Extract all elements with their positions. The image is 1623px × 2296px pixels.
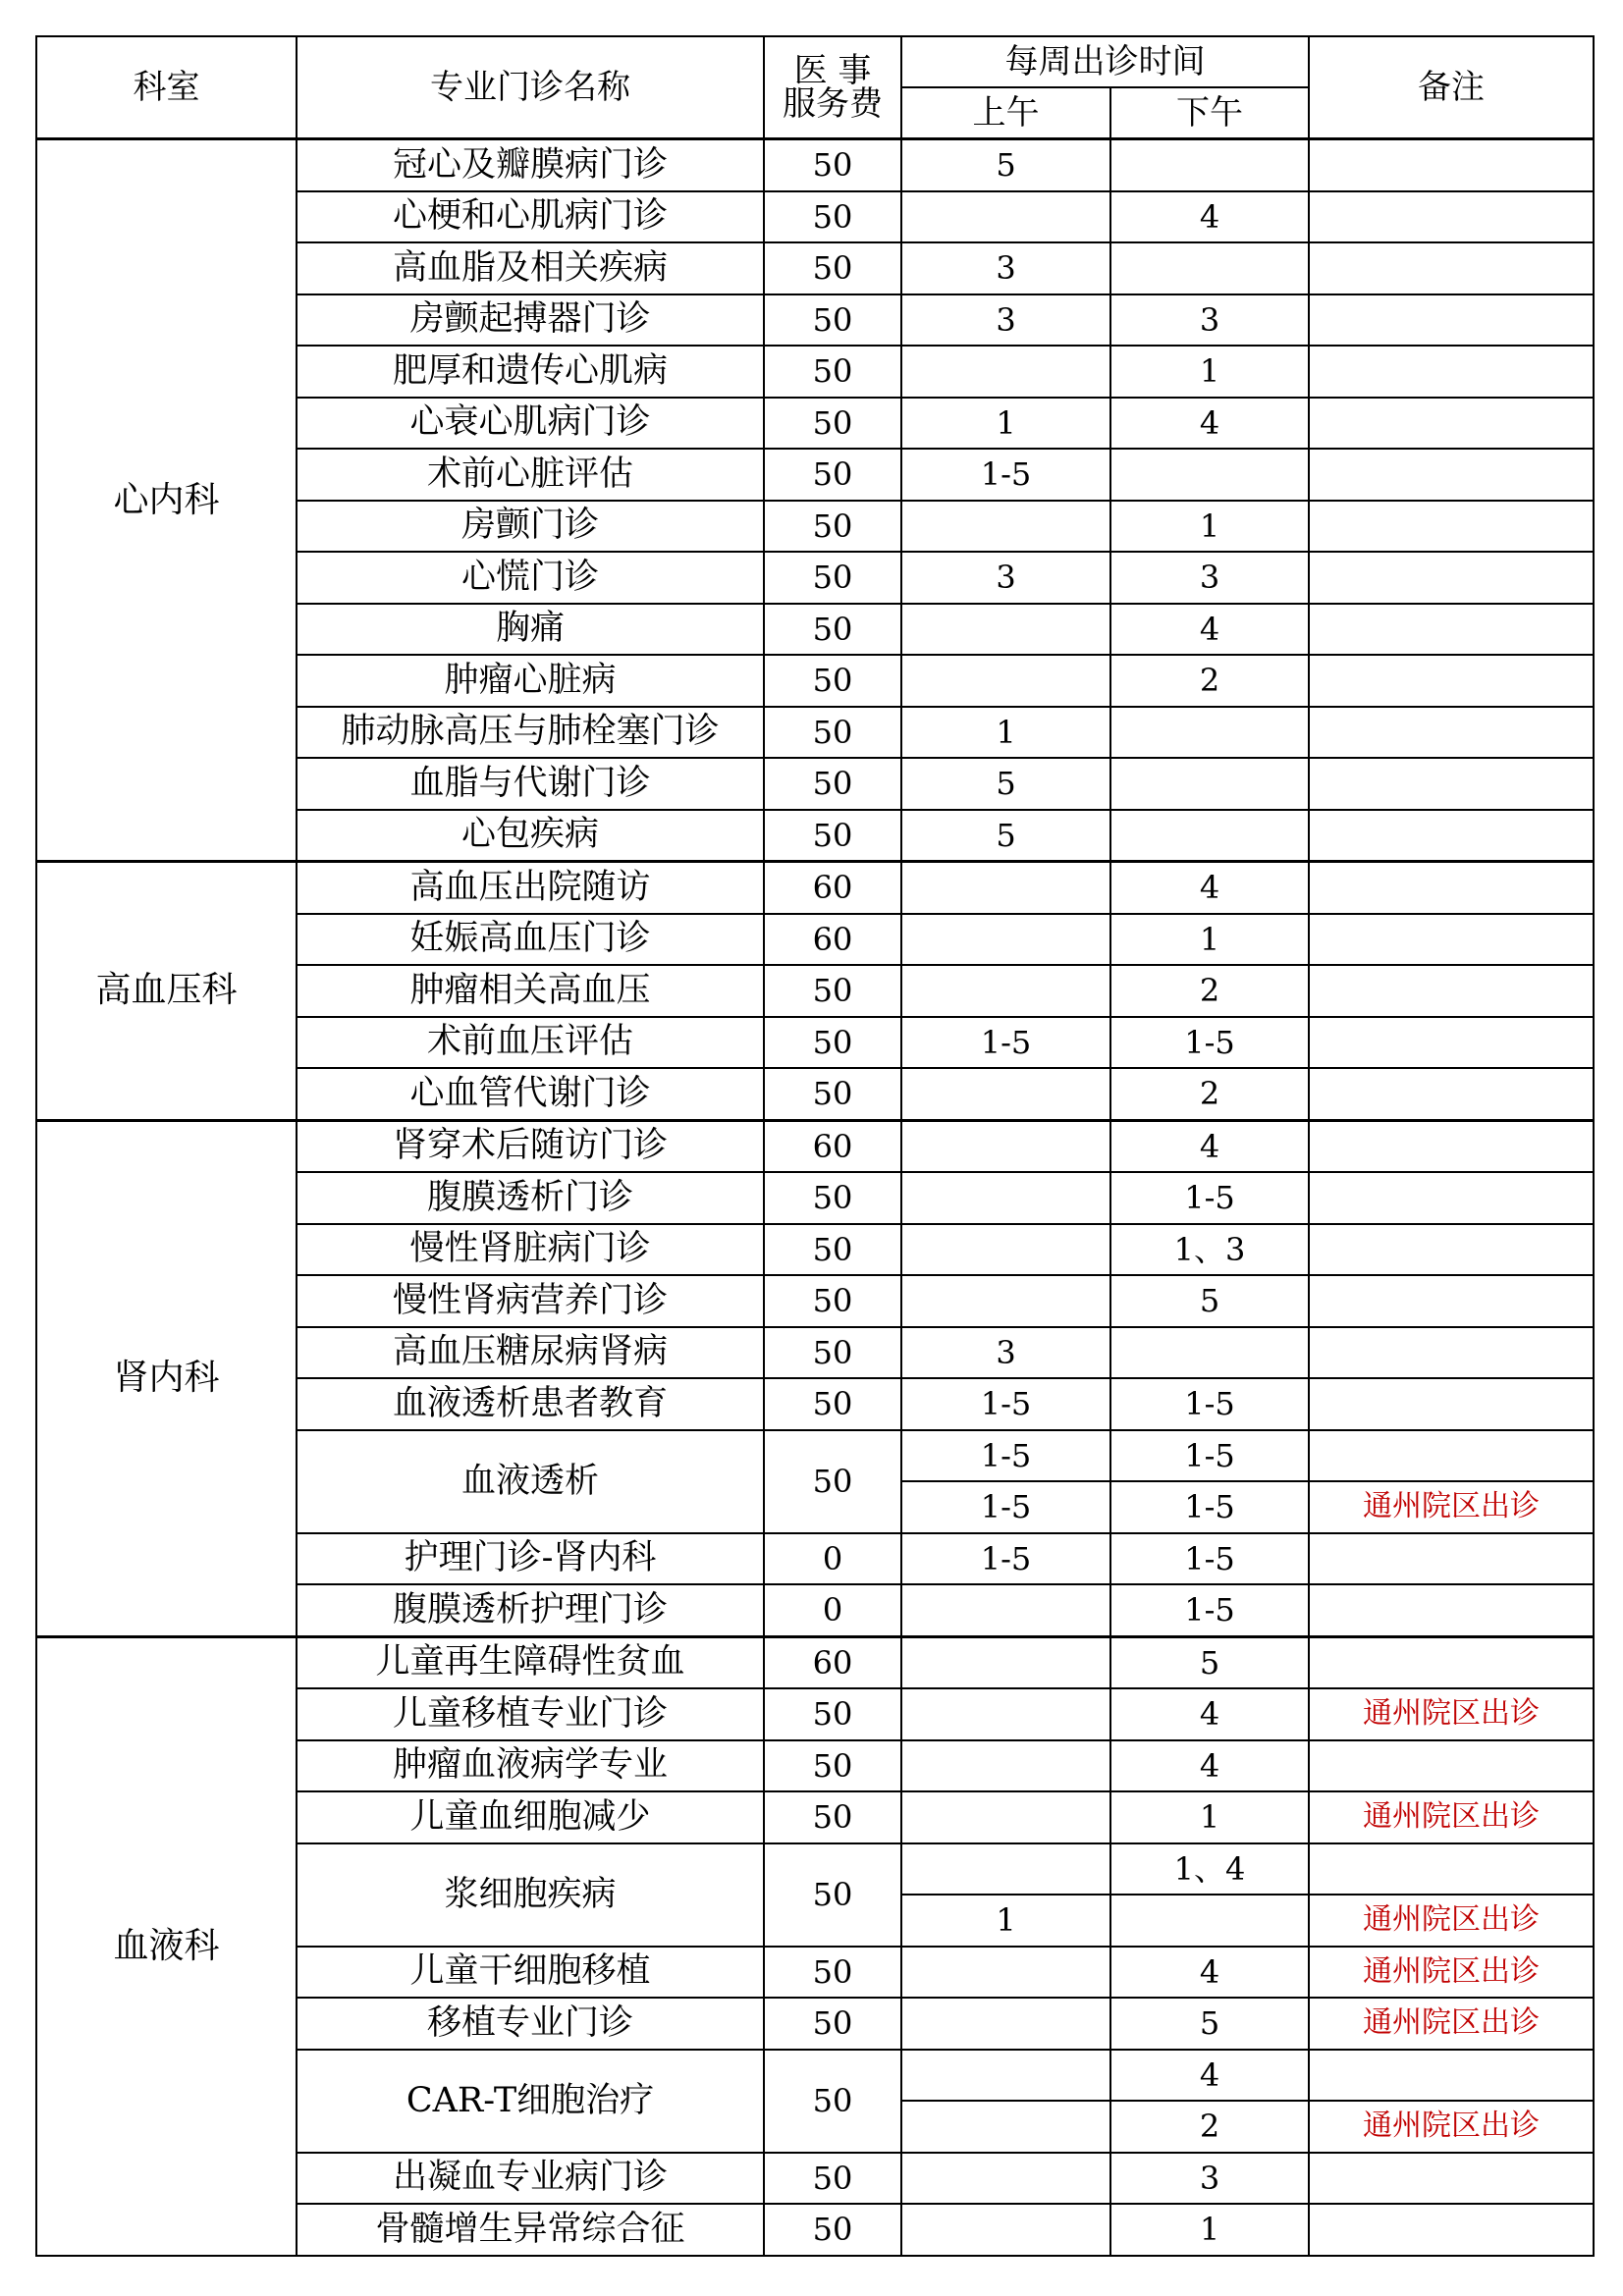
afternoon-cell: 1 (1110, 501, 1309, 553)
morning-cell (901, 914, 1110, 966)
fee-cell: 50 (764, 1327, 901, 1379)
fee-cell: 50 (764, 346, 901, 398)
clinic-name-cell: CAR-T细胞治疗 (297, 2050, 764, 2153)
fee-cell: 0 (764, 1584, 901, 1636)
remark-cell (1309, 707, 1594, 759)
remark-cell (1309, 604, 1594, 656)
morning-cell: 5 (901, 758, 1110, 810)
remark-cell (1309, 1378, 1594, 1430)
clinic-name-cell: 房颤门诊 (297, 501, 764, 553)
morning-cell (901, 1172, 1110, 1224)
fee-cell: 50 (764, 604, 901, 656)
header-department: 科室 (36, 36, 297, 139)
afternoon-cell: 5 (1110, 1998, 1309, 2050)
afternoon-cell: 4 (1110, 1947, 1309, 1999)
remark-cell (1309, 139, 1594, 191)
fee-cell: 50 (764, 191, 901, 243)
fee-cell: 50 (764, 449, 901, 501)
remark-cell: 通州院区出诊 (1309, 1895, 1594, 1947)
morning-cell: 3 (901, 1327, 1110, 1379)
fee-cell: 50 (764, 139, 901, 191)
morning-cell (901, 604, 1110, 656)
remark-cell (1309, 1120, 1594, 1172)
clinic-name-cell: 儿童血细胞减少 (297, 1791, 764, 1843)
afternoon-cell (1110, 758, 1309, 810)
morning-cell: 3 (901, 294, 1110, 347)
fee-cell: 60 (764, 862, 901, 914)
afternoon-cell: 4 (1110, 1120, 1309, 1172)
clinic-name-cell: 腹膜透析护理门诊 (297, 1584, 764, 1636)
clinic-name-cell: 肿瘤心脏病 (297, 655, 764, 707)
morning-cell (901, 2204, 1110, 2256)
clinic-name-cell: 骨髓增生异常综合征 (297, 2204, 764, 2256)
clinic-name-cell: 护理门诊-肾内科 (297, 1533, 764, 1585)
remark-cell (1309, 1172, 1594, 1224)
afternoon-cell: 2 (1110, 2101, 1309, 2153)
clinic-name-cell: 心慌门诊 (297, 552, 764, 604)
fee-cell: 50 (764, 1172, 901, 1224)
fee-cell: 50 (764, 1688, 901, 1740)
clinic-name-cell: 高血压出院随访 (297, 862, 764, 914)
afternoon-cell (1110, 810, 1309, 862)
header-fee-line1: 医 事 (793, 51, 872, 90)
morning-cell: 3 (901, 552, 1110, 604)
afternoon-cell: 3 (1110, 2153, 1309, 2205)
clinic-name-cell: 房颤起搏器门诊 (297, 294, 764, 347)
afternoon-cell: 1、4 (1110, 1843, 1309, 1896)
clinic-name-cell: 冠心及瓣膜病门诊 (297, 139, 764, 191)
remark-cell (1309, 1636, 1594, 1688)
fee-cell: 50 (764, 1275, 901, 1327)
afternoon-cell: 1-5 (1110, 1017, 1309, 1069)
remark-cell: 通州院区出诊 (1309, 1998, 1594, 2050)
header-weekly-time: 每周出诊时间 (901, 36, 1309, 87)
table-row (36, 1120, 1594, 1172)
remark-cell (1309, 1740, 1594, 1792)
fee-cell: 50 (764, 1791, 901, 1843)
department-cell: 血液科 (36, 1636, 297, 2256)
morning-cell (901, 2050, 1110, 2102)
afternoon-cell: 4 (1110, 862, 1309, 914)
afternoon-cell: 3 (1110, 552, 1309, 604)
morning-cell: 1 (901, 398, 1110, 450)
remark-cell (1309, 449, 1594, 501)
afternoon-cell (1110, 1895, 1309, 1947)
afternoon-cell: 1、3 (1110, 1224, 1309, 1276)
fee-cell: 50 (764, 552, 901, 604)
fee-cell: 50 (764, 2204, 901, 2256)
fee-cell: 50 (764, 294, 901, 347)
fee-cell: 50 (764, 2050, 901, 2153)
morning-cell: 1-5 (901, 449, 1110, 501)
morning-cell (901, 862, 1110, 914)
afternoon-cell: 4 (1110, 604, 1309, 656)
clinic-name-cell: 慢性肾病营养门诊 (297, 1275, 764, 1327)
clinic-name-cell: 胸痛 (297, 604, 764, 656)
remark-cell (1309, 2153, 1594, 2205)
fee-cell: 50 (764, 1068, 901, 1120)
fee-cell: 60 (764, 1120, 901, 1172)
morning-cell (901, 1120, 1110, 1172)
header-row-1 (36, 36, 1594, 87)
morning-cell: 1 (901, 1895, 1110, 1947)
table-row (36, 139, 1594, 191)
morning-cell (901, 1791, 1110, 1843)
afternoon-cell: 1 (1110, 346, 1309, 398)
clinic-schedule-table (35, 35, 1595, 2257)
remark-cell (1309, 552, 1594, 604)
remark-cell (1309, 2204, 1594, 2256)
remark-cell (1309, 346, 1594, 398)
afternoon-cell: 2 (1110, 655, 1309, 707)
afternoon-cell: 2 (1110, 1068, 1309, 1120)
morning-cell (901, 501, 1110, 553)
table-row (36, 862, 1594, 914)
remark-cell (1309, 1068, 1594, 1120)
clinic-name-cell: 移植专业门诊 (297, 1998, 764, 2050)
afternoon-cell: 4 (1110, 191, 1309, 243)
remark-cell (1309, 242, 1594, 294)
clinic-name-cell: 浆细胞疾病 (297, 1843, 764, 1947)
morning-cell (901, 965, 1110, 1017)
fee-cell: 50 (764, 398, 901, 450)
remark-cell (1309, 1224, 1594, 1276)
fee-cell: 50 (764, 965, 901, 1017)
afternoon-cell: 1-5 (1110, 1430, 1309, 1482)
morning-cell: 5 (901, 810, 1110, 862)
remark-cell (1309, 1533, 1594, 1585)
clinic-name-cell: 儿童干细胞移植 (297, 1947, 764, 1999)
clinic-name-cell: 血液透析患者教育 (297, 1378, 764, 1430)
clinic-name-cell: 儿童移植专业门诊 (297, 1688, 764, 1740)
clinic-name-cell: 术前心脏评估 (297, 449, 764, 501)
clinic-name-cell: 术前血压评估 (297, 1017, 764, 1069)
clinic-name-cell: 腹膜透析门诊 (297, 1172, 764, 1224)
clinic-name-cell: 肺动脉高压与肺栓塞门诊 (297, 707, 764, 759)
remark-cell: 通州院区出诊 (1309, 1947, 1594, 1999)
afternoon-cell: 3 (1110, 294, 1309, 347)
morning-cell: 1-5 (901, 1430, 1110, 1482)
table-row (36, 1636, 1594, 1688)
remark-cell (1309, 655, 1594, 707)
fee-cell: 50 (764, 758, 901, 810)
remark-cell (1309, 294, 1594, 347)
afternoon-cell: 1 (1110, 2204, 1309, 2256)
clinic-name-cell: 高血压糖尿病肾病 (297, 1327, 764, 1379)
morning-cell (901, 1947, 1110, 1999)
remark-cell (1309, 1017, 1594, 1069)
morning-cell (901, 1740, 1110, 1792)
header-fee (764, 36, 901, 139)
remark-cell (1309, 191, 1594, 243)
clinic-name-cell: 心梗和心肌病门诊 (297, 191, 764, 243)
afternoon-cell: 1-5 (1110, 1481, 1309, 1533)
fee-cell: 50 (764, 1740, 901, 1792)
afternoon-cell (1110, 707, 1309, 759)
afternoon-cell (1110, 1327, 1309, 1379)
morning-cell: 1 (901, 707, 1110, 759)
fee-cell: 60 (764, 914, 901, 966)
remark-cell (1309, 398, 1594, 450)
afternoon-cell (1110, 139, 1309, 191)
fee-cell: 50 (764, 810, 901, 862)
morning-cell (901, 2153, 1110, 2205)
morning-cell (901, 1275, 1110, 1327)
morning-cell (901, 346, 1110, 398)
afternoon-cell: 1-5 (1110, 1584, 1309, 1636)
clinic-name-cell: 血液透析 (297, 1430, 764, 1533)
afternoon-cell: 4 (1110, 2050, 1309, 2102)
afternoon-cell: 4 (1110, 1688, 1309, 1740)
remark-cell (1309, 758, 1594, 810)
remark-cell (1309, 965, 1594, 1017)
clinic-name-cell: 儿童再生障碍性贫血 (297, 1636, 764, 1688)
fee-cell: 50 (764, 1843, 901, 1947)
afternoon-cell: 1-5 (1110, 1172, 1309, 1224)
remark-cell (1309, 1275, 1594, 1327)
afternoon-cell: 1-5 (1110, 1378, 1309, 1430)
clinic-name-cell: 肿瘤血液病学专业 (297, 1740, 764, 1792)
fee-cell: 0 (764, 1533, 901, 1585)
morning-cell (901, 1224, 1110, 1276)
afternoon-cell: 1-5 (1110, 1533, 1309, 1585)
afternoon-cell: 1 (1110, 1791, 1309, 1843)
clinic-name-cell: 肥厚和遗传心肌病 (297, 346, 764, 398)
header-fee-line2: 服务费 (783, 84, 883, 124)
fee-cell: 50 (764, 1430, 901, 1533)
fee-cell: 50 (764, 1378, 901, 1430)
header-morning: 上午 (901, 87, 1110, 139)
clinic-name-cell: 血脂与代谢门诊 (297, 758, 764, 810)
remark-cell (1309, 1430, 1594, 1482)
remark-cell (1309, 914, 1594, 966)
morning-cell (901, 1068, 1110, 1120)
fee-cell: 50 (764, 1998, 901, 2050)
clinic-name-cell: 慢性肾脏病门诊 (297, 1224, 764, 1276)
afternoon-cell: 2 (1110, 965, 1309, 1017)
afternoon-cell: 4 (1110, 1740, 1309, 1792)
schedule-sheet (35, 35, 1593, 2257)
afternoon-cell (1110, 242, 1309, 294)
morning-cell: 1-5 (901, 1533, 1110, 1585)
clinic-name-cell: 心包疾病 (297, 810, 764, 862)
fee-cell: 50 (764, 1947, 901, 1999)
morning-cell: 3 (901, 242, 1110, 294)
morning-cell (901, 2101, 1110, 2153)
afternoon-cell: 5 (1110, 1636, 1309, 1688)
remark-cell (1309, 1843, 1594, 1896)
clinic-name-cell: 心衰心肌病门诊 (297, 398, 764, 450)
department-cell: 肾内科 (36, 1120, 297, 1636)
afternoon-cell: 5 (1110, 1275, 1309, 1327)
clinic-name-cell: 肾穿术后随访门诊 (297, 1120, 764, 1172)
fee-cell: 50 (764, 1017, 901, 1069)
remark-cell (1309, 862, 1594, 914)
fee-cell: 60 (764, 1636, 901, 1688)
remark-cell: 通州院区出诊 (1309, 1688, 1594, 1740)
morning-cell: 1-5 (901, 1378, 1110, 1430)
clinic-name-cell: 高血脂及相关疾病 (297, 242, 764, 294)
morning-cell: 5 (901, 139, 1110, 191)
morning-cell (901, 1998, 1110, 2050)
remark-cell: 通州院区出诊 (1309, 1791, 1594, 1843)
department-cell: 心内科 (36, 139, 297, 862)
remark-cell (1309, 2050, 1594, 2102)
fee-cell: 50 (764, 501, 901, 553)
remark-cell (1309, 1584, 1594, 1636)
remark-cell (1309, 1327, 1594, 1379)
morning-cell: 1-5 (901, 1017, 1110, 1069)
remark-cell: 通州院区出诊 (1309, 2101, 1594, 2153)
morning-cell (901, 1636, 1110, 1688)
department-cell: 高血压科 (36, 862, 297, 1121)
fee-cell: 50 (764, 242, 901, 294)
morning-cell: 1-5 (901, 1481, 1110, 1533)
clinic-name-cell: 肿瘤相关高血压 (297, 965, 764, 1017)
afternoon-cell: 4 (1110, 398, 1309, 450)
header-afternoon: 下午 (1110, 87, 1309, 139)
clinic-name-cell: 出凝血专业病门诊 (297, 2153, 764, 2205)
header-remarks: 备注 (1309, 36, 1594, 139)
morning-cell (901, 1843, 1110, 1896)
clinic-name-cell: 妊娠高血压门诊 (297, 914, 764, 966)
clinic-name-cell: 心血管代谢门诊 (297, 1068, 764, 1120)
fee-cell: 50 (764, 655, 901, 707)
afternoon-cell: 1 (1110, 914, 1309, 966)
morning-cell (901, 655, 1110, 707)
remark-cell (1309, 501, 1594, 553)
morning-cell (901, 1688, 1110, 1740)
remark-cell (1309, 810, 1594, 862)
header-clinic-name: 专业门诊名称 (297, 36, 764, 139)
fee-cell: 50 (764, 2153, 901, 2205)
remark-cell: 通州院区出诊 (1309, 1481, 1594, 1533)
fee-cell: 50 (764, 1224, 901, 1276)
morning-cell (901, 1584, 1110, 1636)
afternoon-cell (1110, 449, 1309, 501)
morning-cell (901, 191, 1110, 243)
fee-cell: 50 (764, 707, 901, 759)
